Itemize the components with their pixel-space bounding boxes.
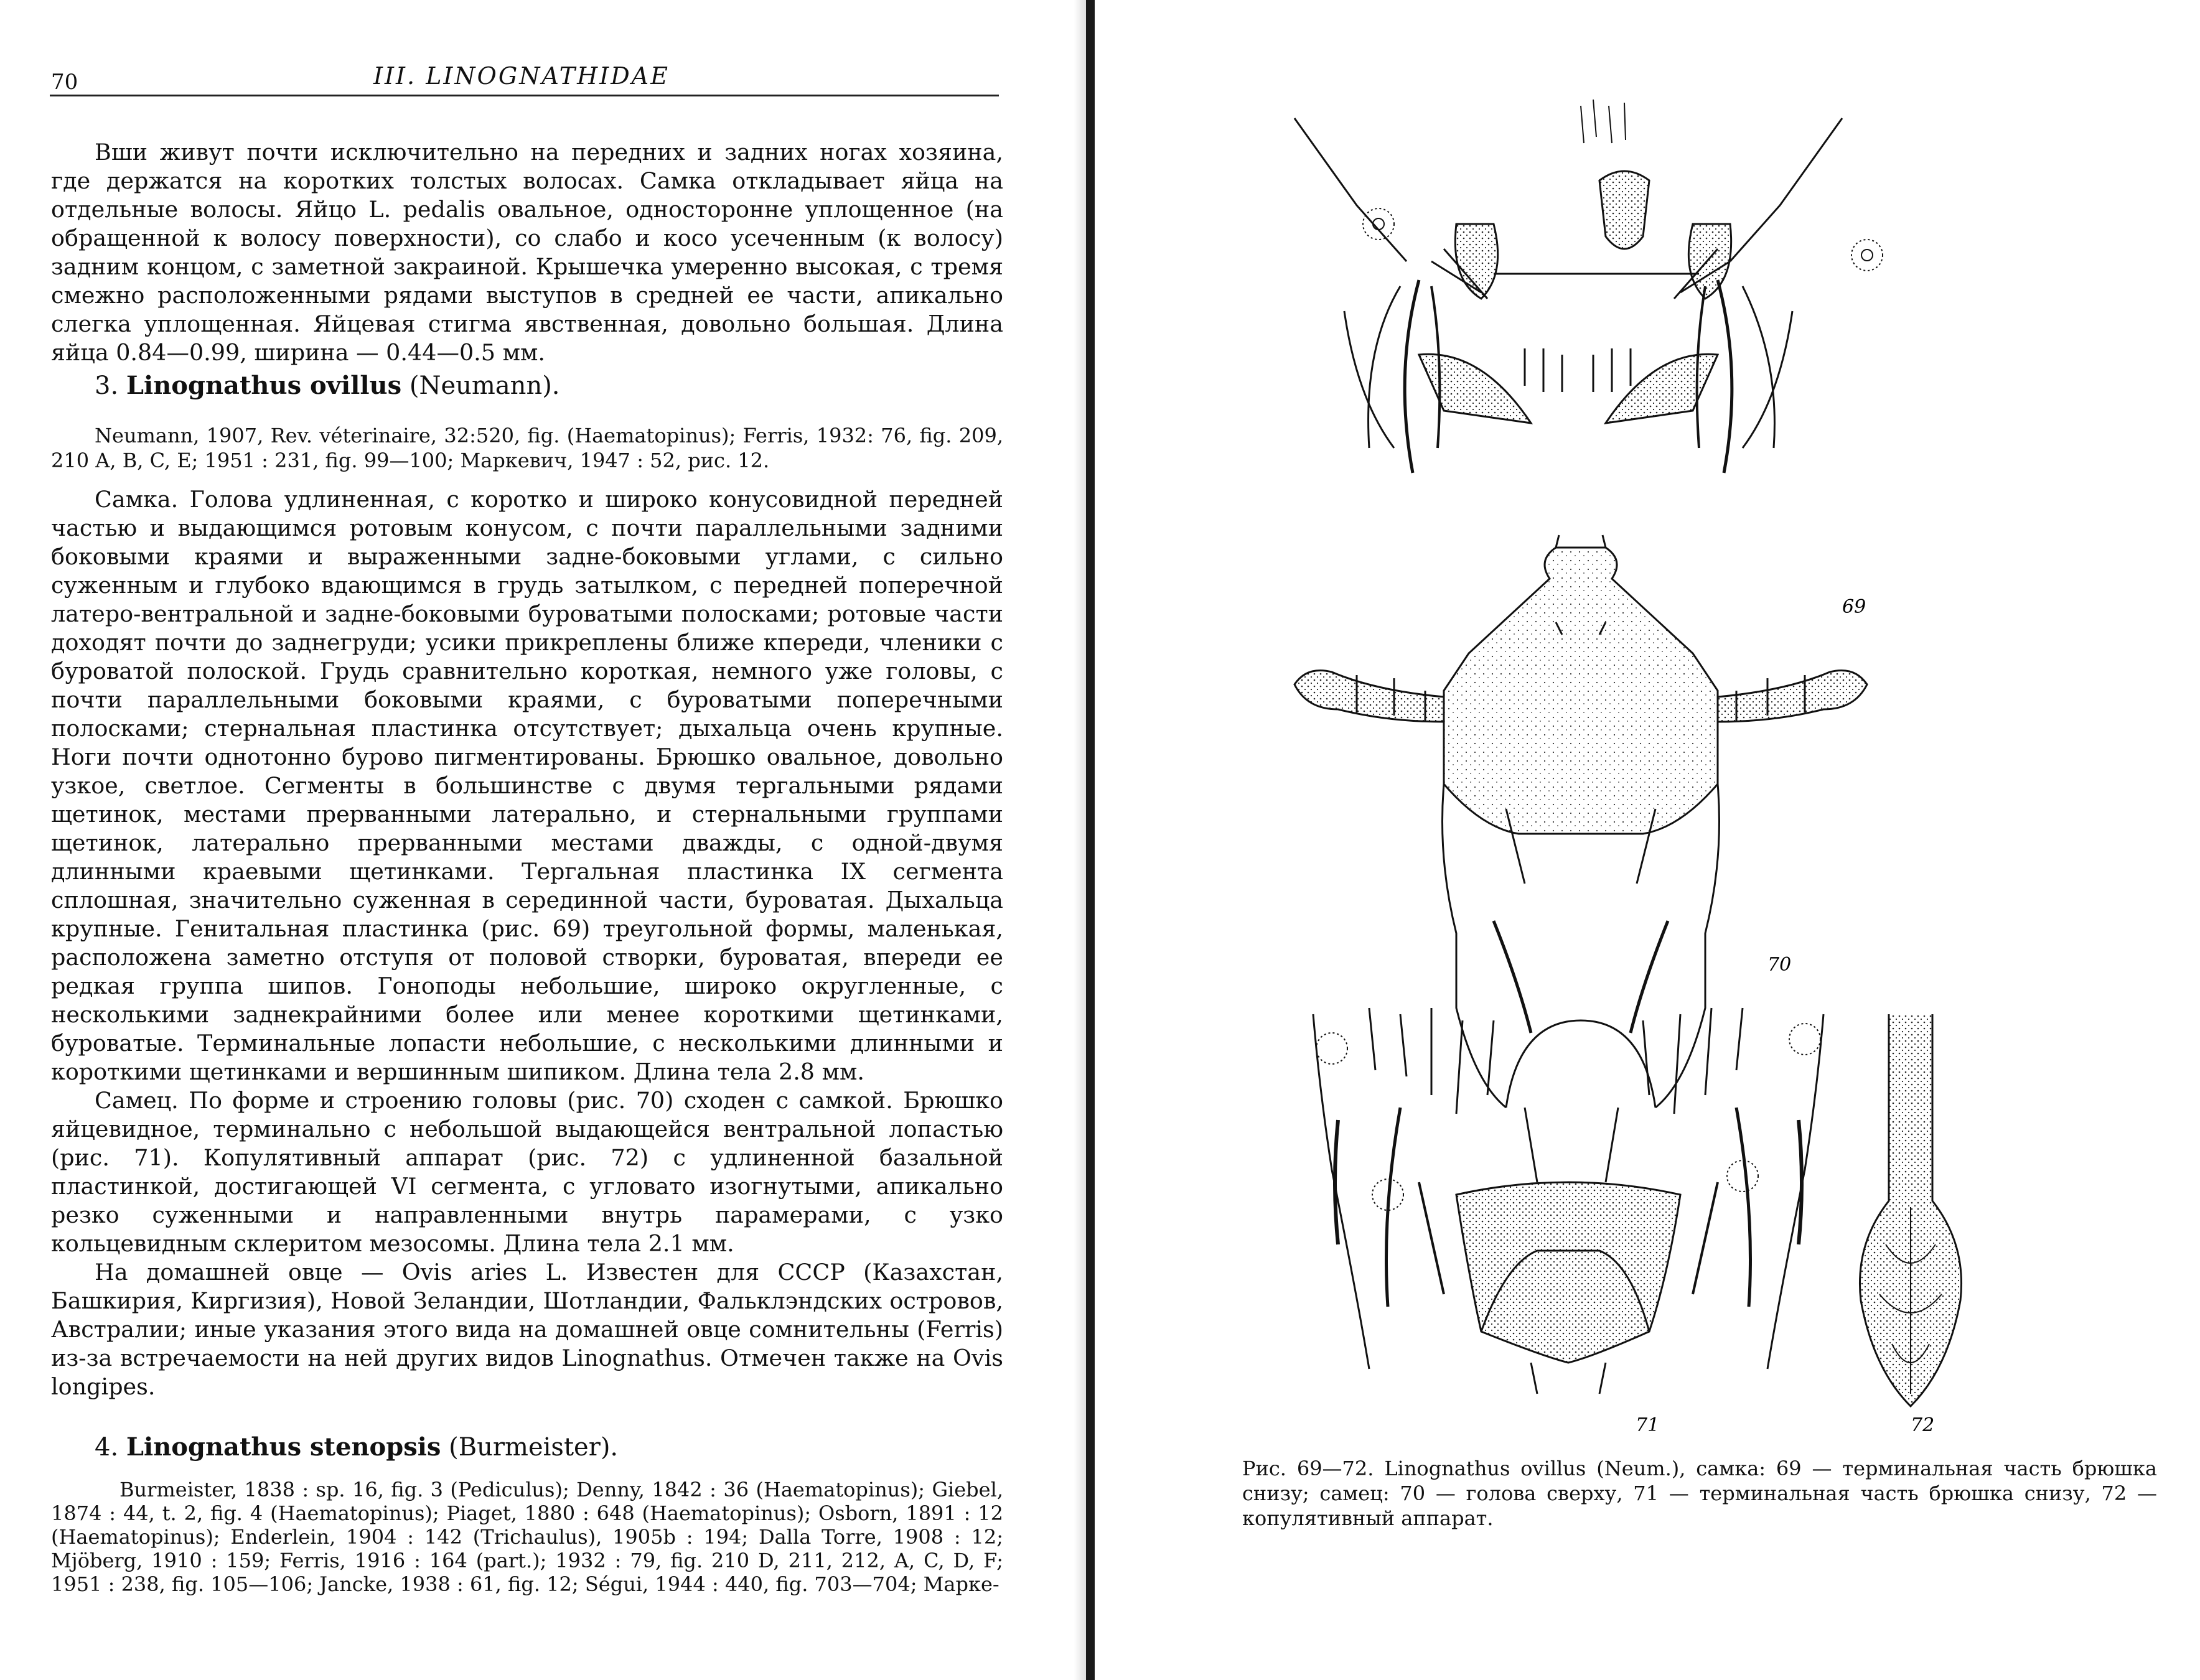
running-head: III. LINOGNATHIDAE bbox=[373, 62, 670, 90]
intro-paragraph: Вши живут почти исключительно на передних и задних ногах хозяина, где держатся на коротких толстых волосах. Самка откладывает яйца на отдельные волосы. Яйцо L. pedalis овальное, односторонне уплощенное (на обращенной к волосу поверхности), со слабо и косо усеченным (к волосу) задним концом, с заметной закраиной. Крышечка умеренно высокая, с тремя смежно расположенными рядами выступов в средней ее части, апикально слегка уплощенная. Яйцевая стигма явственная, довольно большая. Длина яйца 0.84—0.99, ширина — 0.44—0.5 мм. bbox=[51, 139, 1003, 366]
species-4-refs-text: Burmeister, 1838 : sp. 16, fig. 3 (Pediculus); Denny, 1842 : 36 (Haematopinus); Giebel, 1874 : 44, t. 2, fig. 4 (Haematopinus); Piaget, 1880 : 648 (Haematopinus); Osborn, 1891 : 12 (Haematopinus); Enderlein, 1904 : 142 (Trichaulus), 1905b : 194; Dalla Torre, 1908 : 12; Mjöberg, 1910 : 159; Ferris, 1916 : 164 (part.); 1932 : 79, fig. 210 D, 211, 212, A, C, D, F; 1951 : 238, fig. 105—106; Jancke, 1938 : 61, fig. 12; Ségui, 1944 : 440, fig. 703—704; Марке- bbox=[51, 1478, 1003, 1596]
figure-72-label: 72 bbox=[1911, 1414, 1935, 1436]
species-3-author: (Neumann). bbox=[409, 371, 560, 400]
figure-72-illustration bbox=[1860, 1014, 1961, 1406]
page-number: 70 bbox=[51, 70, 78, 95]
figure-70-illustration bbox=[1294, 535, 1867, 1108]
figure-70-label: 70 bbox=[1767, 954, 1792, 976]
species-4-author: (Burmeister). bbox=[449, 1433, 619, 1462]
species-4-name: Linognathus stenopsis bbox=[126, 1432, 441, 1462]
figure-69-illustration bbox=[1294, 100, 1883, 473]
host-distribution: На домашней овце — Ovis aries L. Известен для СССР (Казахстан, Башкирия, Киргизия), Новой Зеландии, Шотландии, Фальклэндских островов, Австралии; иные указания этого вида на домашней овце сомнительны (Ferris) из-за встречаемости на ней других видов Linognathus. Отмечен также на Ovis longipes. bbox=[51, 1259, 1003, 1400]
male-description: Самец. По форме и строению головы (рис. 70) сходен с самкой. Брюшко яйцевидное, терминально с небольшой выдающейся вентральной лопастью (рис. 71). Копулятивный аппарат (рис. 72) с удлиненной базальной пластинкой, достигающей VI сегмента, с угловато изогнутыми, апикально резко суженными и направленными внутрь парамерами, с узко кольцевидным склеритом мезосомы. Длина тела 2.1 мм. bbox=[51, 1087, 1003, 1257]
species-3-refs-text: Neumann, 1907, Rev. véterinaire, 32:520, fig. (Haematopinus); Ferris, 1932: 76, fig. 209, 210 A, B, C, E; 1951 : 231, fig. 99—100; Маркевич, 1947 : 52, рис. 12. bbox=[51, 424, 1003, 472]
species-3-name: Linognathus ovillus bbox=[126, 371, 402, 400]
figure-71-label: 71 bbox=[1636, 1414, 1660, 1436]
species-4-number: 4. bbox=[95, 1433, 119, 1462]
female-description: Самка. Голова удлиненная, с коротко и широко конусовидной передней частью и выдающимся ротовым конусом, с почти параллельными задними боковыми краями и выраженными задне-боковыми углами, с сильно суженным и глубоко вдающимся в грудь затылком, с передней поперечной латеро-вентральной и задне-боковыми буроватыми полосками; ротовые части доходят почти до заднегруди; усики прикреплены ближе кпереди, членики с буроватой полоской. Грудь сравнительно короткая, немного уже головы, с почти параллельными боковыми краями, с буроватыми поперечными полосками; стернальная пластинка отсутствует; дыхальца очень крупные. Ноги почти однотонно бурово пигментированы. Брюшко овальное, довольно узкое, светлое. Сегменты в большинстве с двумя тергальными рядами щетинок, местами прерванными латерально, и стернальными группами щетинок, латерально прерванными местами дважды, с одной-двумя длинными краевыми щетинками. Тергальная пластинка IX сегмента сплошная, значительно суженная в серединной части, буроватая. Дыхальца крупные. Генитальная пластинка (рис. 69) треугольной формы, маленькая, расположена заметно отступя от половой створки, буроватая, впереди ее редкая группа шипов. Гоноподы небольшие, широко округленные, с несколькими заднекрайними более или менее короткими щетинками, буроватые. Терминальные лопасти небольшие, с несколькими длинными и короткими щетинками и вершинным шипиком. Длина тела 2.8 мм. bbox=[51, 486, 1003, 1085]
species-3-number: 3. bbox=[95, 371, 119, 400]
figure-69-label: 69 bbox=[1842, 596, 1866, 618]
figure-caption: Рис. 69—72. Linognathus ovillus (Neum.), самка: 69 — терминальная часть брюшка снизу; самец: 70 — голова сверху, 71 — терминальная часть брюшка снизу, 72 — копулятивный аппарат. bbox=[1242, 1457, 2157, 1530]
figure-71-illustration bbox=[1313, 1008, 1823, 1394]
